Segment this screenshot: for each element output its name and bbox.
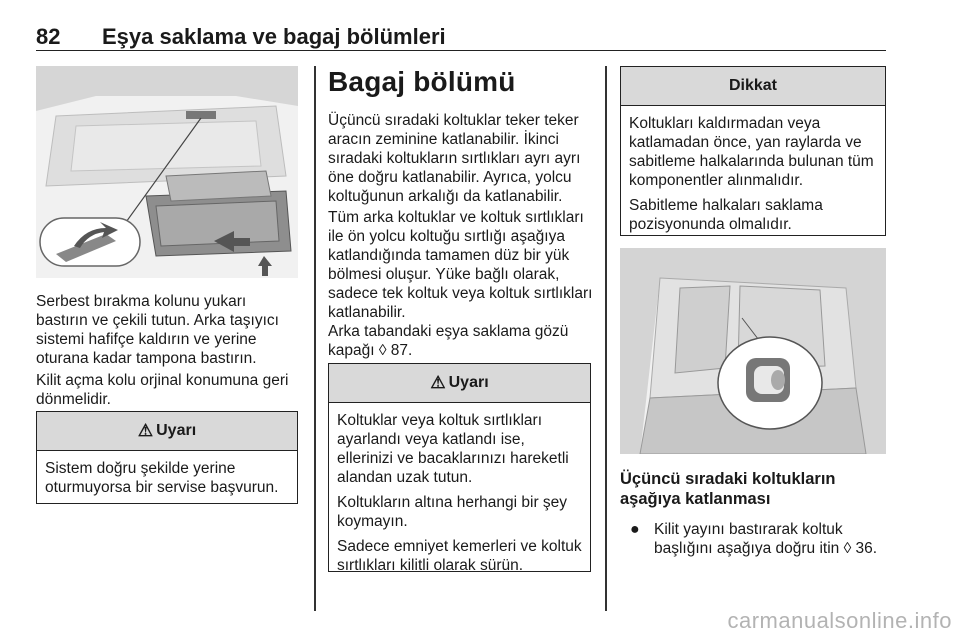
list-item (630, 520, 886, 558)
warning-text-hands: Koltuklar veya koltuk sırtlıkları ayarlandı veya katlandı ise, ellerinizi ve bacaklarınızı hareketli alandan uzak tutun. (337, 412, 569, 486)
caution-text-components: Koltukları kaldırmadan veya katlamadan önce, yan raylarda ve sabitleme halkalarında bulunan tüm komponentler alınmalıdır. (629, 115, 874, 189)
caution-header (621, 67, 885, 106)
warning-text-locked: Sadece emniyet kemerleri ve koltuk sırtlıkları kilitli olarak sürün. (337, 538, 582, 574)
bullet-text: Kilit yayını bastırarak koltuk başlığını aşağıya doğru itin ◊ 36. (654, 521, 878, 557)
storage-cover-reference: Arka tabandaki eşya saklama gözü kapağı ◊ 87. (328, 323, 569, 359)
release-lever-instructions: Serbest bırakma kolunu yukarı bastırın ve çekili tutun. Arka taşıyıcı sistemi hafifçe kaldırın ve yerine oturana kadar tampona bastırın. (36, 293, 279, 367)
page-number: 82 (36, 24, 61, 49)
column-divider-right (605, 66, 607, 611)
lever-return-note: Kilit açma kolu orjinal konumuna geri dönmelidir. (36, 372, 289, 408)
seat-folding-intro: Üçüncü sıradaki koltuklar teker teker aracın zeminine katlanabilir. İkinci sıradaki koltukların sırtlıkları ayrı ayrı öne doğru katlanabilir. Ayrıca, yolcu koltuğunun arkalığı da katlanabilir. (328, 112, 581, 205)
warning-text: Sistem doğru şekilde yerine oturmuyorsa bir servise başvurun. (45, 460, 279, 496)
warning-title: Uyarı (156, 422, 197, 439)
bullet-icon: ● (630, 521, 640, 538)
watermark: carmanualsonline.info (727, 608, 952, 633)
rear-carrier-illustration (36, 66, 298, 278)
warning-box-left (36, 411, 298, 504)
warning-box-middle (328, 363, 591, 572)
warning-header (329, 364, 590, 403)
page-header (36, 22, 886, 51)
caution-text-rings: Sabitleme halkaları saklama pozisyonunda olmalıdır. (629, 197, 823, 233)
cargo-area-illustration (620, 248, 886, 454)
page-title: Eşya saklama ve bagaj bölümleri (102, 24, 446, 49)
warning-triangle-icon: ⚠ (137, 421, 154, 440)
subheading-third-row: Üçüncü sıradaki koltukların aşağıya katlanması (620, 470, 836, 508)
warning-text-under-seats: Koltukların altına herhangi bir şey koymayın. (337, 494, 568, 530)
section-heading: Bagaj bölümü (328, 66, 516, 97)
flat-load-floor-text: Tüm arka koltuklar ve koltuk sırtlıkları ile ön yolcu koltuğu sırtlığı aşağıya katlandığında tamamen düz bir yük bölmesi oluşur. Yüke bağlı olarak, sadece tek koltuk veya koltuk sırtlıkları katlanabilir. (328, 209, 593, 321)
warning-title: Uyarı (448, 374, 489, 391)
caution-title: Dikkat (728, 77, 778, 94)
column-divider-left (314, 66, 316, 611)
warning-triangle-icon: ⚠ (430, 373, 446, 392)
warning-header (37, 412, 297, 451)
caution-box (620, 66, 886, 236)
